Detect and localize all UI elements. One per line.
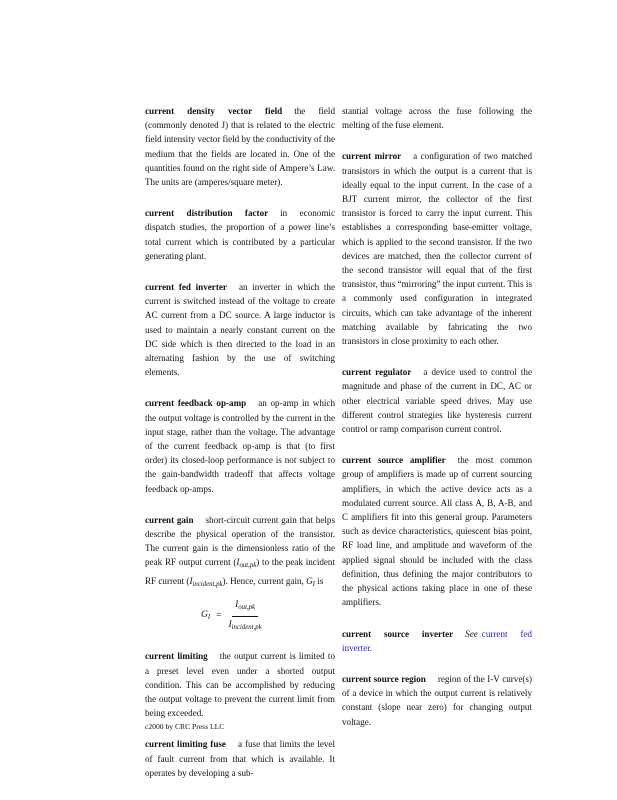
subscript: incident,pk	[192, 580, 223, 588]
entry-term: current fed inverter	[145, 282, 227, 293]
subscript: incident,pk	[231, 624, 262, 632]
entry-definition: the most common group of amplifiers is made up of current sourcing amplifiers, in which the active device acts as a modulated current source. All class A, B, A-B, and C amplifiers fit into this general group. Parameters such as device characteristics, quiescent bias point, RF load line, and amplitude and waveform of the applied signal should be included with the class definition, thus defining the major contributors to the physical actions taking place in one of these amplifiers.	[342, 455, 533, 608]
entry-current-mirror	[342, 149, 532, 348]
symbol: I	[228, 620, 232, 631]
entry-term: current mirror	[342, 151, 402, 162]
fraction	[226, 598, 265, 635]
entry-definition: is	[314, 575, 324, 586]
left-column	[145, 104, 335, 780]
entry-definition: ). Hence, current gain,	[222, 575, 307, 586]
fraction-numerator	[232, 598, 258, 617]
entry-definition: in economic dispatch studies, the proportion of a power line’s total current which is contributed by a particular generating plant.	[145, 208, 335, 261]
symbol: G	[201, 609, 208, 620]
entry-current-gain	[145, 513, 335, 635]
entry-current-feedback-op-amp	[145, 396, 335, 495]
crossref-link[interactable]: current fed inverter.	[342, 628, 532, 653]
entry-current-source-inverter	[342, 627, 532, 655]
symbol: I	[235, 599, 239, 610]
entry-definition: an inverter in which the current is switched instead of the voltage to create AC current from a DC source. A large inductor is used to maintain a nearly constant current on the DC side which is then directed to the load in an alternating fashion by the use of switching elements.	[145, 282, 335, 378]
entry-current-regulator	[342, 365, 532, 436]
entry-definition: stantial voltage across the fuse following the melting of the fuse element.	[342, 106, 532, 131]
symbol: I	[189, 575, 193, 586]
entry-current-source-region	[342, 672, 532, 729]
subscript: I	[207, 613, 211, 621]
entry-definition: a device used to control the magnitude and phase of the current in DC, AC or other electrical variable speed drives. May use different control strategies like hysteresis current control or ramp comparison current control.	[342, 367, 532, 435]
entry-definition: the output current is limited to a preset level even under a shorted output condition. This can be accomplished by reducing the output voltage to prevent the current limit from being exceeded.	[145, 651, 335, 719]
subscript: I	[312, 580, 315, 588]
equals-sign: =	[216, 611, 222, 622]
entry-term: current gain	[145, 514, 194, 525]
symbol: G	[306, 575, 313, 586]
entry-current-density-vector-field	[145, 104, 335, 189]
subscript: out,pk	[239, 562, 257, 570]
entry-definition: the field (commonly denoted J) that is related to the electric field intensity vector field by the conductivity of the medium that the fields are located in. One of the quantities found on the right side of Ampere’s Law. The units are (amperes/square meter).	[145, 106, 335, 188]
copyright-footer: c2000 by CRC Press LLC	[145, 722, 225, 731]
entry-definition: an op-amp in which the output voltage is controlled by the current in the input stage, rather than the voltage. The advantage of the current feedback op-amp is that (to first order) its closed-loop performance is not subject to the gain-bandwidth tradeoff that affects voltage feedback op-amps.	[145, 398, 336, 494]
entry-term: current source region	[342, 673, 426, 684]
entry-definition: region of the I-V curve(s) of a device in which the output current is relatively constant (slope near zero) for changing output voltage.	[342, 673, 532, 727]
entry-definition: a fuse that limits the level of fault current from that which is available. It operates by developing a sub-	[145, 739, 335, 778]
entry-term: current distribution factor	[145, 208, 269, 219]
subscript: out,pk	[238, 603, 256, 611]
entry-current-fed-inverter	[145, 280, 335, 379]
entry-term: current limiting	[145, 651, 208, 662]
entry-term: current feedback op-amp	[145, 398, 247, 409]
entry-continuation	[342, 104, 532, 132]
entry-definition: short-circuit current gain that helps describe the physical operation of the transistor. The current gain is the dimensionless ratio of the peak RF output current (	[145, 514, 336, 568]
entry-current-distribution-factor	[145, 206, 335, 263]
entry-term: current source amplifier	[342, 455, 446, 466]
entry-definition: a configuration of two matched transistors in which the output is a current that is ideally equal to the input current. In the case of a BJT current mirror, the collector of the first transistor is forced to carry the input current. This establishes a corresponding base-emitter voltage, which is applied to the second transistor. If the two devices are matched, then the collector current of the second transistor will equal that of the first transistor, thus “mirroring” the input current. This is a commonly used configuration in integrated circuits, which can take advantage of the inherent matching available by fabricating the two transistors in close proximity to each other.	[342, 151, 532, 347]
current-gain-formula	[201, 598, 335, 635]
right-column	[342, 104, 532, 729]
fraction-denominator	[226, 617, 265, 635]
entry-current-source-amplifier	[342, 453, 532, 609]
entry-term: current source inverter	[342, 628, 454, 639]
entry-definition: ) to the peak incident RF current (	[145, 557, 336, 586]
symbol: I	[236, 557, 240, 568]
see-label: See	[465, 628, 478, 639]
entry-term: current density vector field	[145, 106, 283, 116]
entry-current-limiting-fuse	[145, 737, 335, 780]
entry-term: current limiting fuse	[145, 739, 226, 750]
entry-current-limiting	[145, 649, 335, 720]
formula-lhs	[201, 608, 210, 625]
entry-term: current regulator	[342, 367, 412, 378]
